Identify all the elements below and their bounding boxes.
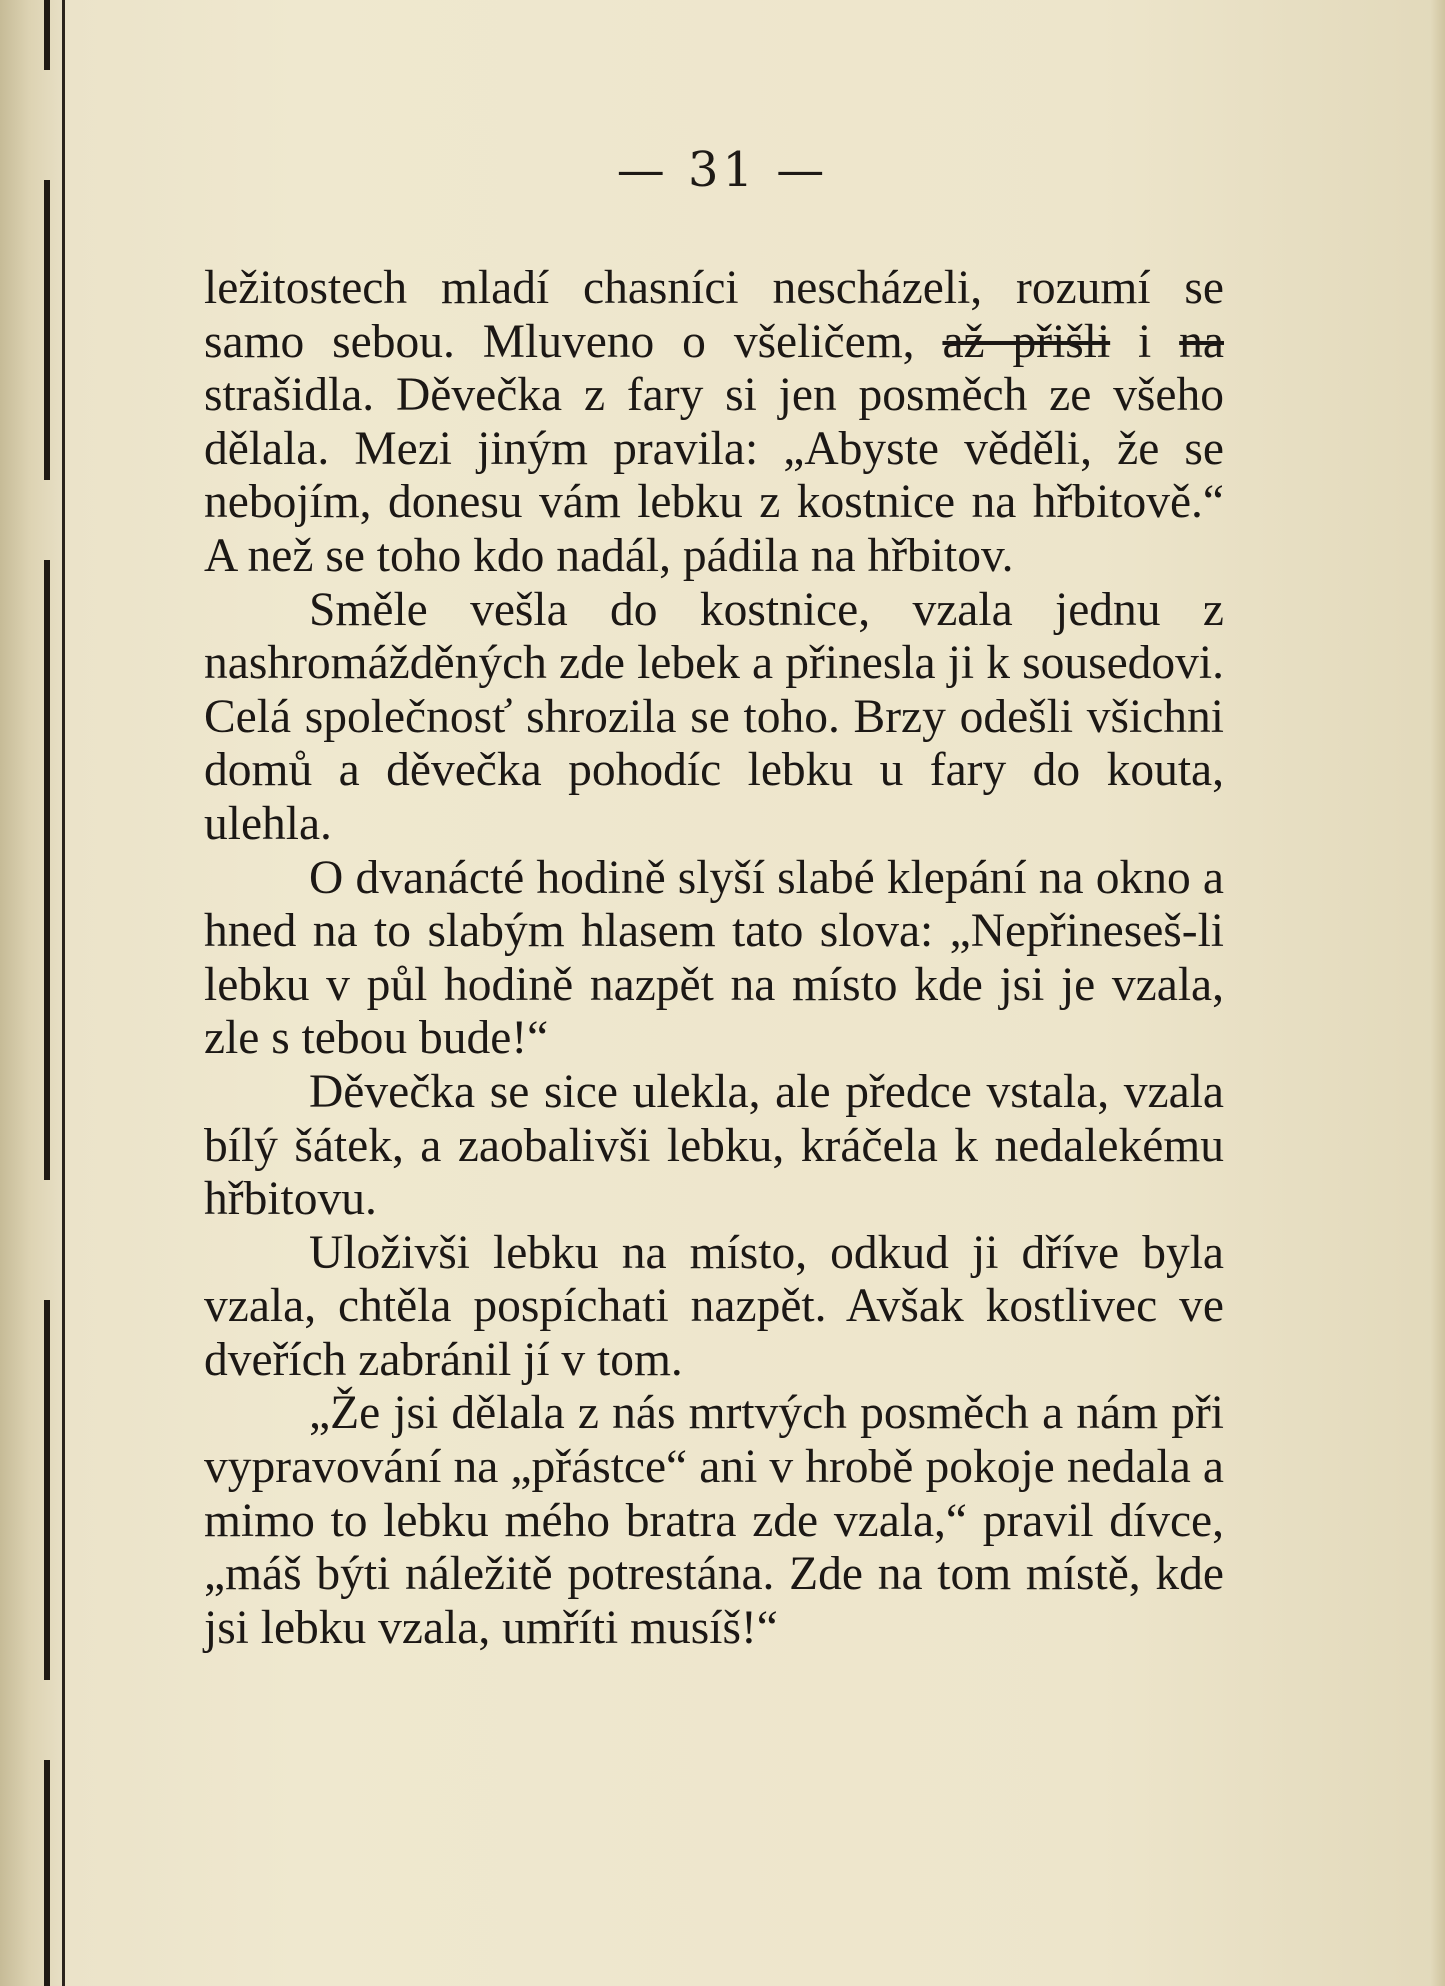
page-number: — 31 — [616,142,829,198]
paragraph: Uloživši lebku na místo, odkud ji dříve byla vzala, chtěla pospíchati nazpět. Avšak kostlivec ve dveřích zabránil jí v tom. [204,1226,1224,1386]
paragraph: Směle vešla do kostnice, vzala jednu z nashromážděných zde lebek a přinesla ji k sousedovi. Celá společnosť shrozila se toho. Brzy odešli všichni domů a děvečka pohodíc lebku u fary do kouta, ulehla. [204,583,1224,850]
paragraph: „Že jsi dělala z nás mrtvých posměch a nám při vypravování na „přástce“ ani v hrobě pokoje nedala a mimo to lebku mého bratra zde vzala,“ pravil dívce, „máš býti náležitě potrestána. Zde na tom místě, kde jsi lebku vzala, umříti musíš!“ [204,1387,1224,1654]
paragraph-text: ležitostech mladí chasníci nescházeli, rozumí se samo sebou. Mluveno o všeličem, [204,262,1224,368]
body-text [204,262,1224,1655]
paragraph: Děvečka se sice ulekla, ale předce vstala, vzala bílý šátek, a zaobalivši lebku, kráčela k nedalekému hřbitovu. [204,1065,1224,1226]
binding-thread [44,1760,50,1986]
binding-thread [44,0,50,70]
binding-thread [44,1300,50,1680]
book-spine [0,0,65,1986]
binding-thread [44,180,50,480]
binding-thread [44,560,50,1180]
paragraph-text: i [1110,315,1180,368]
struck-text: až přišli [942,315,1111,368]
paragraph: O dvanácté hodině slyší slabé klepání na okno a hned na to slabým hlasem tato slova: „Nepřineseš-li lebku v půl hodině nazpět na místo kde jsi je vzala, zle s tebou bude!“ [204,851,1224,1065]
paragraph-text: strašidla. Děvečka z fary si jen posměch ze všeho dělala. Mezi jiným pravila: „Abyste věděli, že se nebojím, donesu vám lebku z kostnice na hřbitově.“ A než se toho kdo nadál, pádila na hřbitov. [204,369,1224,582]
struck-text: na [1179,315,1224,368]
page-edge [1431,0,1445,1986]
paragraph [204,262,1224,584]
